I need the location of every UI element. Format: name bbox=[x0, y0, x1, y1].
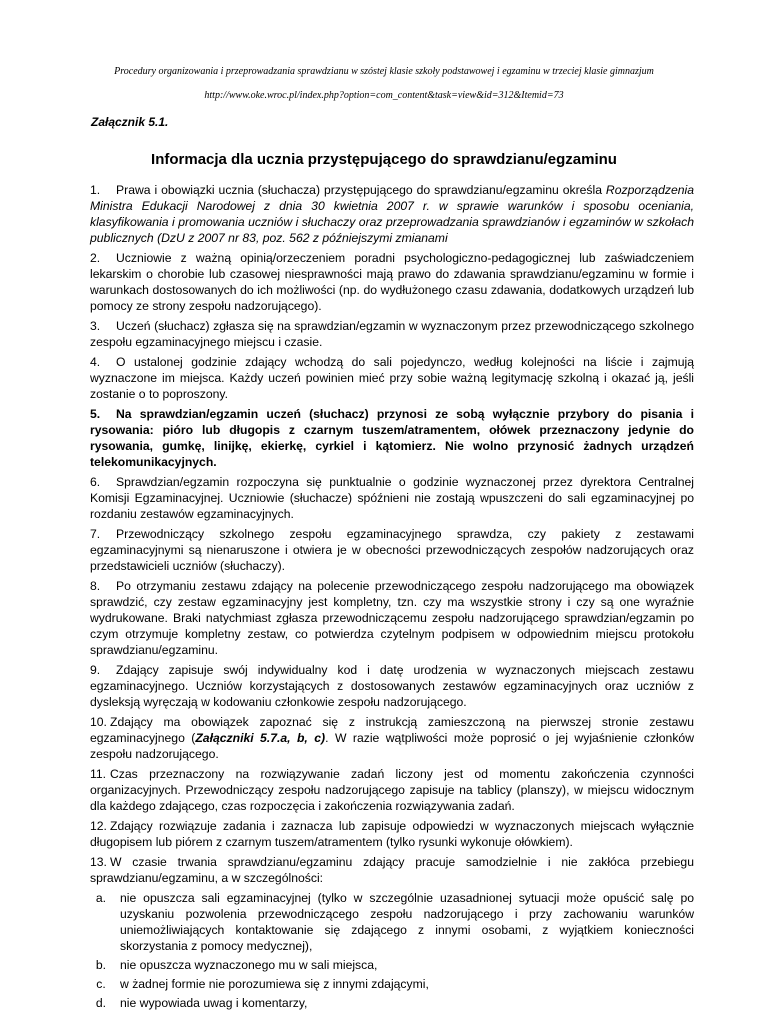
rules-list bbox=[90, 182, 694, 1014]
item-text: O ustalonej godzinie zdający wchodzą do sali pojedynczo, według kolejności na liście i zajmują wyznaczone im miejsca. Każdy uczeń powinien mieć przy sobie ważną legitymację szkolną i okazać ją, jeśli zostanie o to poproszony. bbox=[90, 355, 694, 401]
item-text: Prawa i obowiązki ucznia (słuchacza) przystępującego do sprawdzianu/egzaminu określa bbox=[116, 183, 602, 197]
sub-item-letter: c. bbox=[96, 977, 106, 991]
list-item bbox=[90, 474, 694, 522]
item-text: . W razie wątpliwości może poprosić o jej wyjaśnienie członków zespołu nadzorującego. bbox=[90, 731, 694, 761]
item-number: 12. bbox=[90, 819, 107, 833]
list-item bbox=[90, 578, 694, 658]
item-number: 6. bbox=[90, 475, 101, 489]
sub-item-letter: b. bbox=[95, 958, 107, 972]
item-number: 10. bbox=[90, 715, 107, 729]
sub-list-item bbox=[95, 890, 694, 954]
annex-reference: Załączniki 5.7.a, b, c) bbox=[195, 731, 326, 745]
item-text: Zdający ma obowiązek zapoznać się z instrukcją zamieszczoną na pierwszej stronie zestawu egzaminacyjnego ( bbox=[90, 715, 694, 745]
item-text: Uczniowie z ważną opinią/orzeczeniem poradni psychologiczno-pedagogicznej lub zaświadczeniem lekarskim o chorobie lub czasowej niesprawności mają prawo do zdawania sprawdzianu/egzaminu w formie i warunkach dostosowanych do ich możliwości (np. do wydłużonego czasu zdawania, dodatkowych urządzeń lub pomocy ze strony zespołu nadzorującego). bbox=[90, 251, 694, 313]
list-item bbox=[90, 766, 694, 814]
sub-list-item bbox=[95, 995, 694, 1011]
sub-item-text: nie wypowiada uwag i komentarzy, bbox=[120, 996, 308, 1010]
item-text: Sprawdzian/egzamin rozpoczyna się punktualnie o godzinie wyznaczonej przez dyrektora Centralnej Komisji Egzaminacyjnej. Uczniowie (słuchacze) spóźnieni nie zostają wpuszczeni do sali egzaminacyjnej po rozdaniu zestawów egzaminacyjnych. bbox=[90, 475, 694, 521]
sub-item-letter: a. bbox=[95, 891, 107, 905]
item-text: Po otrzymaniu zestawu zdający na polecenie przewodniczącego zespołu nadzorującego ma obowiązek sprawdzić, czy zestaw egzaminacyjny jest kompletny, tzn. czy ma wszystkie strony i czy są one wyraźnie wydrukowane. Braki natychmiast zgłasza przewodniczącemu zespołu nadzorującego sprawdzian/egzamin po czym otrzymuje kompletny zestaw, co potwierdza czytelnym podpisem w odpowiednim miejscu protokołu sprawdzianu/egzaminu. bbox=[90, 579, 694, 657]
list-item bbox=[90, 354, 694, 402]
item-text: Uczeń (słuchacz) zgłasza się na sprawdzian/egzamin w wyznaczonym przez przewodniczącego szkolnego zespołu egzaminacyjnego miejscu i czasie. bbox=[90, 319, 694, 349]
item-text: Przewodniczący szkolnego zespołu egzaminacyjnego sprawdza, czy pakiety z zestawami egzaminacyjnymi są nienaruszone i otwiera je w obecności przewodniczących zespołów nadzorujących oraz przedstawicieli uczniów (słuchaczy). bbox=[90, 527, 694, 573]
list-item bbox=[90, 526, 694, 574]
list-item bbox=[90, 318, 694, 350]
item-text: Zdający zapisuje swój indywidualny kod i datę urodzenia w wyznaczonych miejscach zestawu egzaminacyjnego. Uczniów korzystających z dostosowanych zestawów egzaminacyjnych oraz uczniów z dysleksją wyręczają w kodowaniu członkowie zespołu nadzorującego. bbox=[90, 663, 694, 709]
list-item bbox=[90, 854, 694, 886]
sub-list-item bbox=[96, 976, 694, 992]
item-number: 5. bbox=[90, 407, 101, 421]
item-number: 1. bbox=[90, 183, 101, 197]
sub-item-letter: d. bbox=[95, 996, 107, 1010]
item-number: 4. bbox=[90, 355, 101, 369]
list-item bbox=[90, 818, 694, 850]
item-number: 3. bbox=[90, 319, 101, 333]
item-number: 7. bbox=[90, 527, 101, 541]
item-number: 11. bbox=[90, 767, 107, 781]
item-text: Czas przeznaczony na rozwiązywanie zadań liczony jest od momentu zakończenia czynności organizacyjnych. Przewodniczący zespołu nadzorującego zapisuje na tablicy (planszy), w miejscu widocznym dla każdego zdającego, czas rozpoczęcia i zakończenia rozwiązywania zadań. bbox=[90, 767, 694, 813]
item-text: Zdający rozwiązuje zadania i zaznacza lub zapisuje odpowiedzi w wyznaczonych miejscach wyłącznie długopisem lub piórem z czarnym tuszem/atramentem (tylko rysunki wykonuje ołówkiem). bbox=[90, 819, 694, 849]
running-header-title: Procedury organizowania i przeprowadzania sprawdzianu w szóstej klasie szkoły podstawowej i egzaminu w trzeciej klasie gimnazjum bbox=[114, 66, 654, 77]
item-text-italic: Rozporządzenia Ministra Edukacji Narodowej z dnia 30 kwietnia 2007 r. w sprawie warunków i sposobu oceniania, klasyfikowania i promowania uczniów i słuchaczy oraz przeprowadzania sprawdzianów i egzaminów w szkołach publicznych (DzU z 2007 nr 83, poz. 562 z późniejszymi zmianami bbox=[90, 183, 694, 245]
item-number: 9. bbox=[90, 663, 101, 677]
page-title: Informacja dla ucznia przystępującego do sprawdzianu/egzaminu bbox=[151, 151, 617, 168]
sub-item-text: w żadnej formie nie porozumiewa się z innymi zdającymi, bbox=[120, 977, 429, 991]
list-item bbox=[90, 182, 694, 246]
item-text: W czasie trwania sprawdzianu/egzaminu zdający pracuje samodzielnie i nie zakłóca przebiegu sprawdzianu/egzaminu, a w szczególności: bbox=[90, 855, 694, 885]
item-number: 2. bbox=[90, 251, 101, 265]
list-item bbox=[90, 250, 694, 314]
list-item bbox=[90, 662, 694, 710]
sub-item-text: nie opuszcza sali egzaminacyjnej (tylko w szczególnie uzasadnionej sytuacji może opuścić salę po uzyskaniu pozwolenia przewodniczącego zespołu nadzorującego i przy zachowaniu warunków uniemożliwiających kontaktowanie się zdającego z innymi osobami, z wyjątkiem konieczności skorzystania z pomocy medycznej), bbox=[120, 891, 694, 953]
item-number: 13. bbox=[90, 855, 107, 869]
list-item bbox=[90, 406, 694, 470]
item-text: Na sprawdzian/egzamin uczeń (słuchacz) przynosi ze sobą wyłącznie przybory do pisania i rysowania: pióro lub długopis z czarnym tuszem/atramentem, ołówek przeznaczony jedynie do rysowania, gumkę, linijkę, ekierkę, cyrkiel i kątomierz. Nie wolno przynosić żadnych urządzeń telekomunikacyjnych. bbox=[90, 407, 694, 469]
item-number: 8. bbox=[90, 579, 101, 593]
running-header-url: http://www.oke.wroc.pl/index.php?option=com_content&task=view&id=312&Itemid=73 bbox=[204, 90, 564, 101]
list-item bbox=[90, 714, 694, 762]
sub-item-text: nie opuszcza wyznaczonego mu w sali miejsca, bbox=[120, 958, 378, 972]
sub-list-item bbox=[95, 957, 694, 973]
annex-label: Załącznik 5.1. bbox=[91, 115, 169, 129]
